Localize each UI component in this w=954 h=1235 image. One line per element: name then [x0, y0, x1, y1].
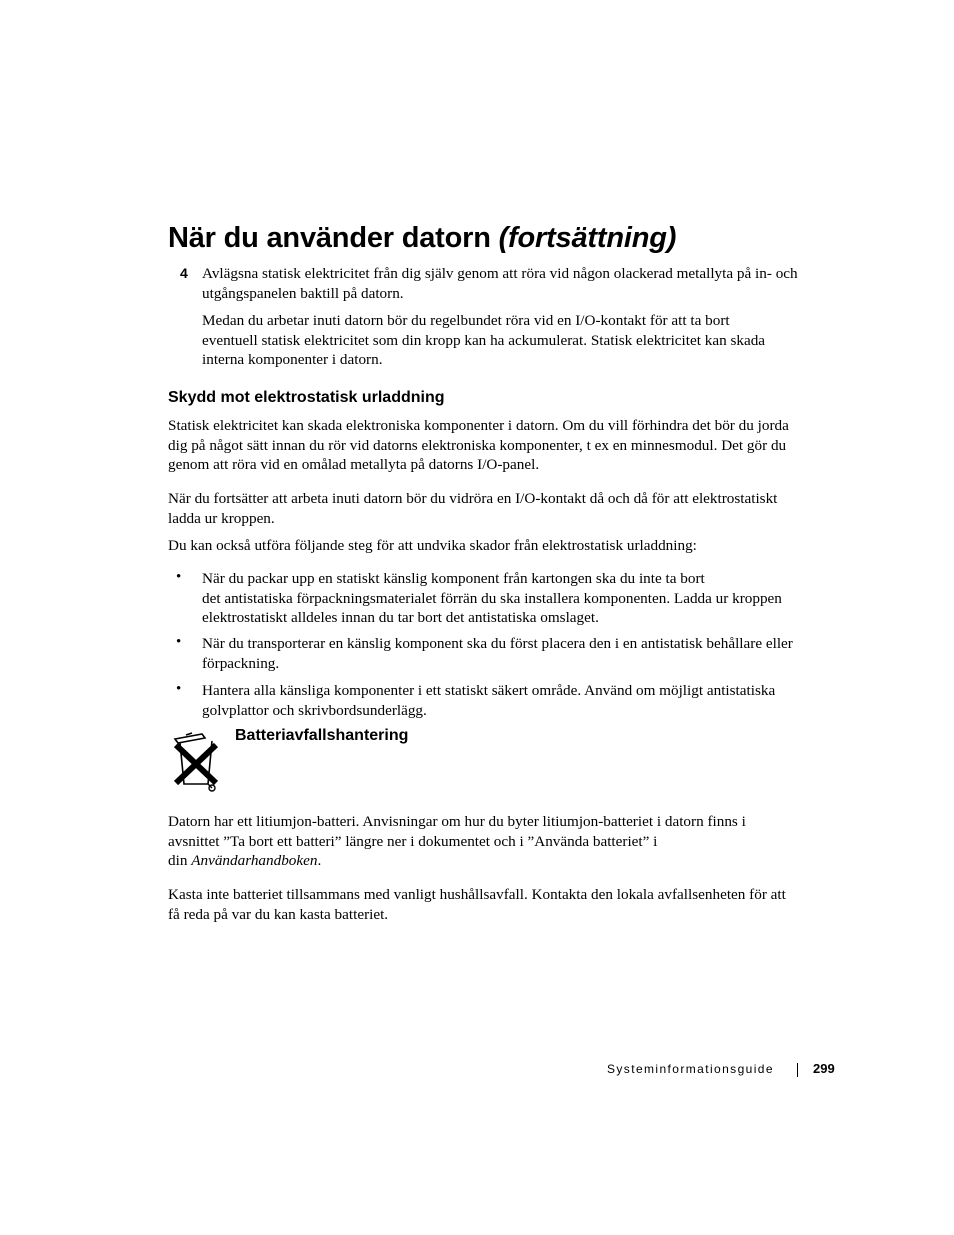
bullet-line: förpackning. — [202, 654, 280, 672]
battery-line-prefix: din — [168, 852, 192, 870]
esd-paragraph-1 — [168, 416, 789, 475]
bullet-item — [202, 569, 782, 628]
bullet-marker: • — [176, 634, 182, 650]
footer-guide-title: Systeminformationsguide — [607, 1062, 774, 1076]
title-continued: (fortsättning) — [498, 222, 677, 254]
step-text — [202, 264, 798, 303]
esd-paragraph-line: dig på något sätt innan du rör vid datorns elektroniska komponenter, t ex en minnesmodul. Det gör du — [168, 436, 787, 454]
bullet-marker: • — [176, 681, 182, 697]
battery-paragraph-line: få reda på var du kan kasta batteriet. — [168, 905, 389, 923]
esd-paragraph-line: genom att röra vid en omålad metallyta på datorns I/O-panel. — [168, 456, 540, 474]
esd-paragraph-line: ladda ur kroppen. — [168, 509, 275, 527]
page-title — [168, 222, 676, 255]
user-guide-title: Användarhandboken — [191, 852, 318, 870]
battery-paragraph-line — [168, 851, 746, 871]
battery-paragraph-line: avsnittet ”Ta bort ett batteri” längre ner i dokumentet och i ”Använda batteriet” i — [168, 832, 658, 850]
battery-paragraph-1 — [168, 812, 746, 871]
esd-paragraph-2 — [168, 489, 777, 528]
esd-paragraph-3: Du kan också utföra följande steg för att undvika skador från elektrostatisk urladdning: — [168, 537, 697, 554]
bullet-marker: • — [176, 569, 182, 585]
bullet-line: golvplattor och skrivbordsunderlägg. — [202, 701, 427, 719]
step-note-line: interna komponenter i datorn. — [202, 351, 383, 369]
step-note-line: eventuell statisk elektricitet som din kropp kan ha ackumulerat. Statisk elektricitet kan skada — [202, 331, 766, 349]
esd-paragraph-line: När du fortsätter att arbeta inuti datorn bör du vidröra en I/O-kontakt då och då för att elektrostatiskt — [168, 490, 778, 507]
title-main: När du använder datorn — [168, 222, 499, 254]
step-text-line: utgångspanelen baktill på datorn. — [202, 284, 404, 302]
step-number: 4 — [180, 265, 188, 281]
step-note-line: Medan du arbetar inuti datorn bör du regelbundet röra vid en I/O-kontakt för att ta bort — [202, 312, 730, 329]
battery-paragraph-line: Datorn har ett litiumjon-batteri. Anvisningar om hur du byter litiumjon-batteriet i datorn finns i — [168, 813, 746, 830]
battery-line-suffix: . — [317, 852, 322, 870]
step-text-line: Avlägsna statisk elektricitet från dig själv genom att röra vid någon olackerad metallyta på in- och — [202, 265, 798, 282]
page-number: 299 — [813, 1061, 835, 1076]
footer-divider — [797, 1063, 798, 1077]
battery-paragraph-2 — [168, 885, 786, 924]
battery-heading: Batteriavfallshantering — [235, 727, 409, 744]
bullet-item — [202, 634, 793, 673]
esd-heading: Skydd mot elektrostatisk urladdning — [168, 389, 445, 406]
bullet-line: det antistatiska förpackningsmaterialet förrän du ska installera komponenten. Ladda ur kroppen — [202, 589, 782, 607]
bullet-line: Hantera alla känsliga komponenter i ett statiskt säkert område. Använd om möjligt antistatiska — [202, 682, 776, 699]
bullet-line: När du packar upp en statiskt känslig komponent från kartongen ska du inte ta bort — [202, 570, 705, 587]
crossed-out-wheelie-bin-icon — [172, 729, 222, 793]
bullet-line: elektrostatiskt alldeles innan du tar bort det antistatiska omslaget. — [202, 609, 599, 627]
battery-paragraph-line: Kasta inte batteriet tillsammans med vanligt hushållsavfall. Kontakta den lokala avfallsenheten för att — [168, 886, 786, 903]
bullet-line: När du transporterar en känslig komponent ska du först placera den i en antistatisk behållare eller — [202, 635, 793, 652]
step-note — [202, 311, 765, 370]
bullet-item — [202, 681, 775, 720]
esd-paragraph-line: Statisk elektricitet kan skada elektroniska komponenter i datorn. Om du vill förhindra det bör du jorda — [168, 417, 789, 434]
